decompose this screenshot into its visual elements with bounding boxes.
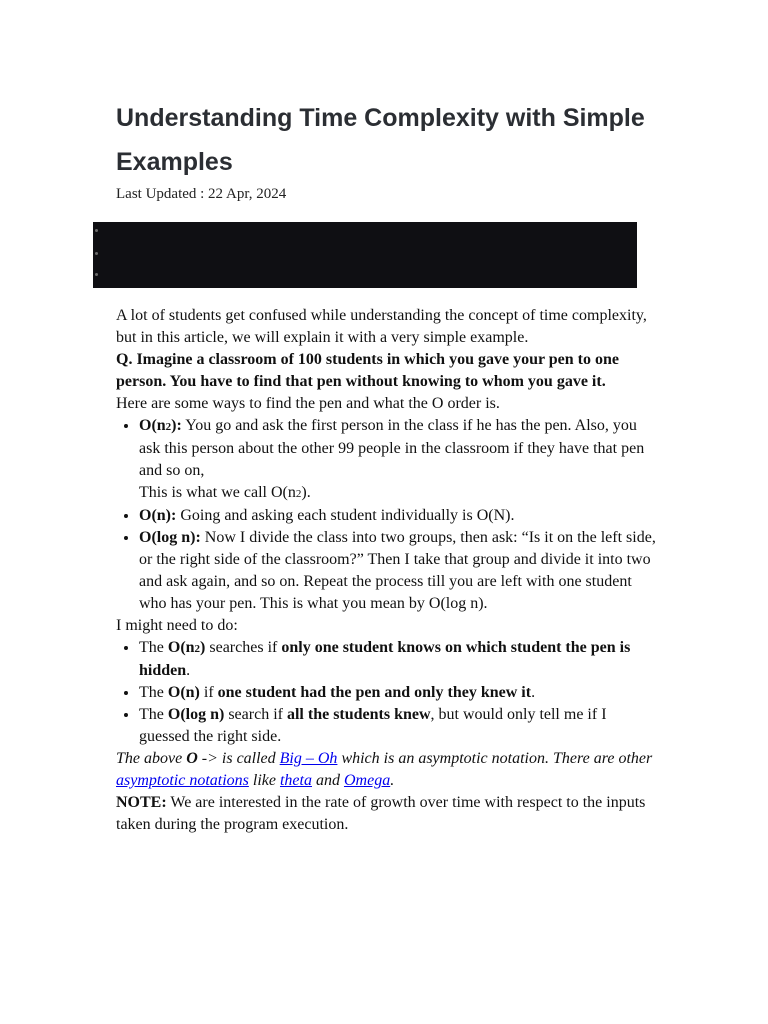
- question-paragraph: [116, 349, 656, 393]
- needs-list: [116, 637, 656, 748]
- way-text: You go and ask the first person in the class if he has the pen. Also, you ask this person about the other 99 people in the classroom if they have that pen and so on,: [139, 417, 645, 479]
- need-label: O(log n): [167, 706, 225, 723]
- ways-list: [116, 415, 656, 615]
- way-label: O(n2):: [139, 417, 182, 434]
- last-updated: Last Updated : 22 Apr, 2024: [116, 186, 287, 202]
- asymptotic-notations-link[interactable]: asymptotic notations: [116, 772, 249, 789]
- article-body: [116, 305, 656, 836]
- need-emphasis: all the students knew: [286, 706, 431, 723]
- need-emphasis: only one student knows on which student the pen is hidden: [139, 639, 631, 679]
- banner-dot: [95, 229, 98, 232]
- banner-dot: [95, 273, 98, 276]
- way-text-2: This is what we call O(n2).: [139, 484, 311, 501]
- dark-banner: [93, 222, 637, 288]
- list-item: [139, 505, 656, 527]
- list-item: [139, 527, 656, 615]
- big-oh-link[interactable]: Big – Oh: [279, 750, 338, 767]
- might-need: I might need to do:: [116, 617, 238, 634]
- ways-intro: Here are some ways to find the pen and what the O order is.: [116, 395, 500, 412]
- banner-dot: [95, 252, 98, 255]
- list-item: [139, 415, 656, 505]
- question-text: Q. Imagine a classroom of 100 students in which you gave your pen to one person. You have to find that pen without knowing to whom you gave it.: [116, 351, 619, 390]
- notation-paragraph: The above O -> is called Big – Oh which is an asymptotic notation. There are other asymptotic notations like theta and Omega.: [116, 750, 653, 789]
- list-item: • The O(n) if one student had the pen and only they knew it.: [139, 682, 656, 704]
- way-text: Now I divide the class into two groups, then ask: “Is it on the left side, or the right side of the classroom?” Then I take that group and divide it into two and ask again, and so on. Repeat the process till you are left with one student who has your pen. This is what you mean by O(log n).: [139, 529, 656, 612]
- list-item: • The O(log n) search if all the students knew, but would only tell me if I guessed the right side.: [139, 704, 656, 748]
- way-text: Going and asking each student individually is O(N).: [176, 507, 515, 524]
- way-label: O(n):: [139, 507, 177, 524]
- need-label: O(n2): [167, 639, 206, 656]
- note-text: We are interested in the rate of growth over time with respect to the inputs taken during the program execution.: [116, 794, 646, 833]
- list-item: • The O(n2) searches if only one student knows on which student the pen is hidden.: [139, 637, 656, 682]
- note-label: NOTE:: [116, 794, 167, 811]
- note-paragraph: [116, 792, 656, 836]
- page-title: Understanding Time Complexity with Simple Examples: [116, 104, 645, 176]
- omega-link[interactable]: Omega: [343, 772, 391, 789]
- way-label: O(log n):: [139, 529, 201, 546]
- need-label: O(n): [167, 684, 200, 701]
- need-emphasis: one student had the pen and only they knew it: [217, 684, 532, 701]
- intro-paragraph: A lot of students get confused while understanding the concept of time complexity, but in this article, we will explain it with a very simple example.: [116, 307, 647, 346]
- theta-link[interactable]: theta: [279, 772, 312, 789]
